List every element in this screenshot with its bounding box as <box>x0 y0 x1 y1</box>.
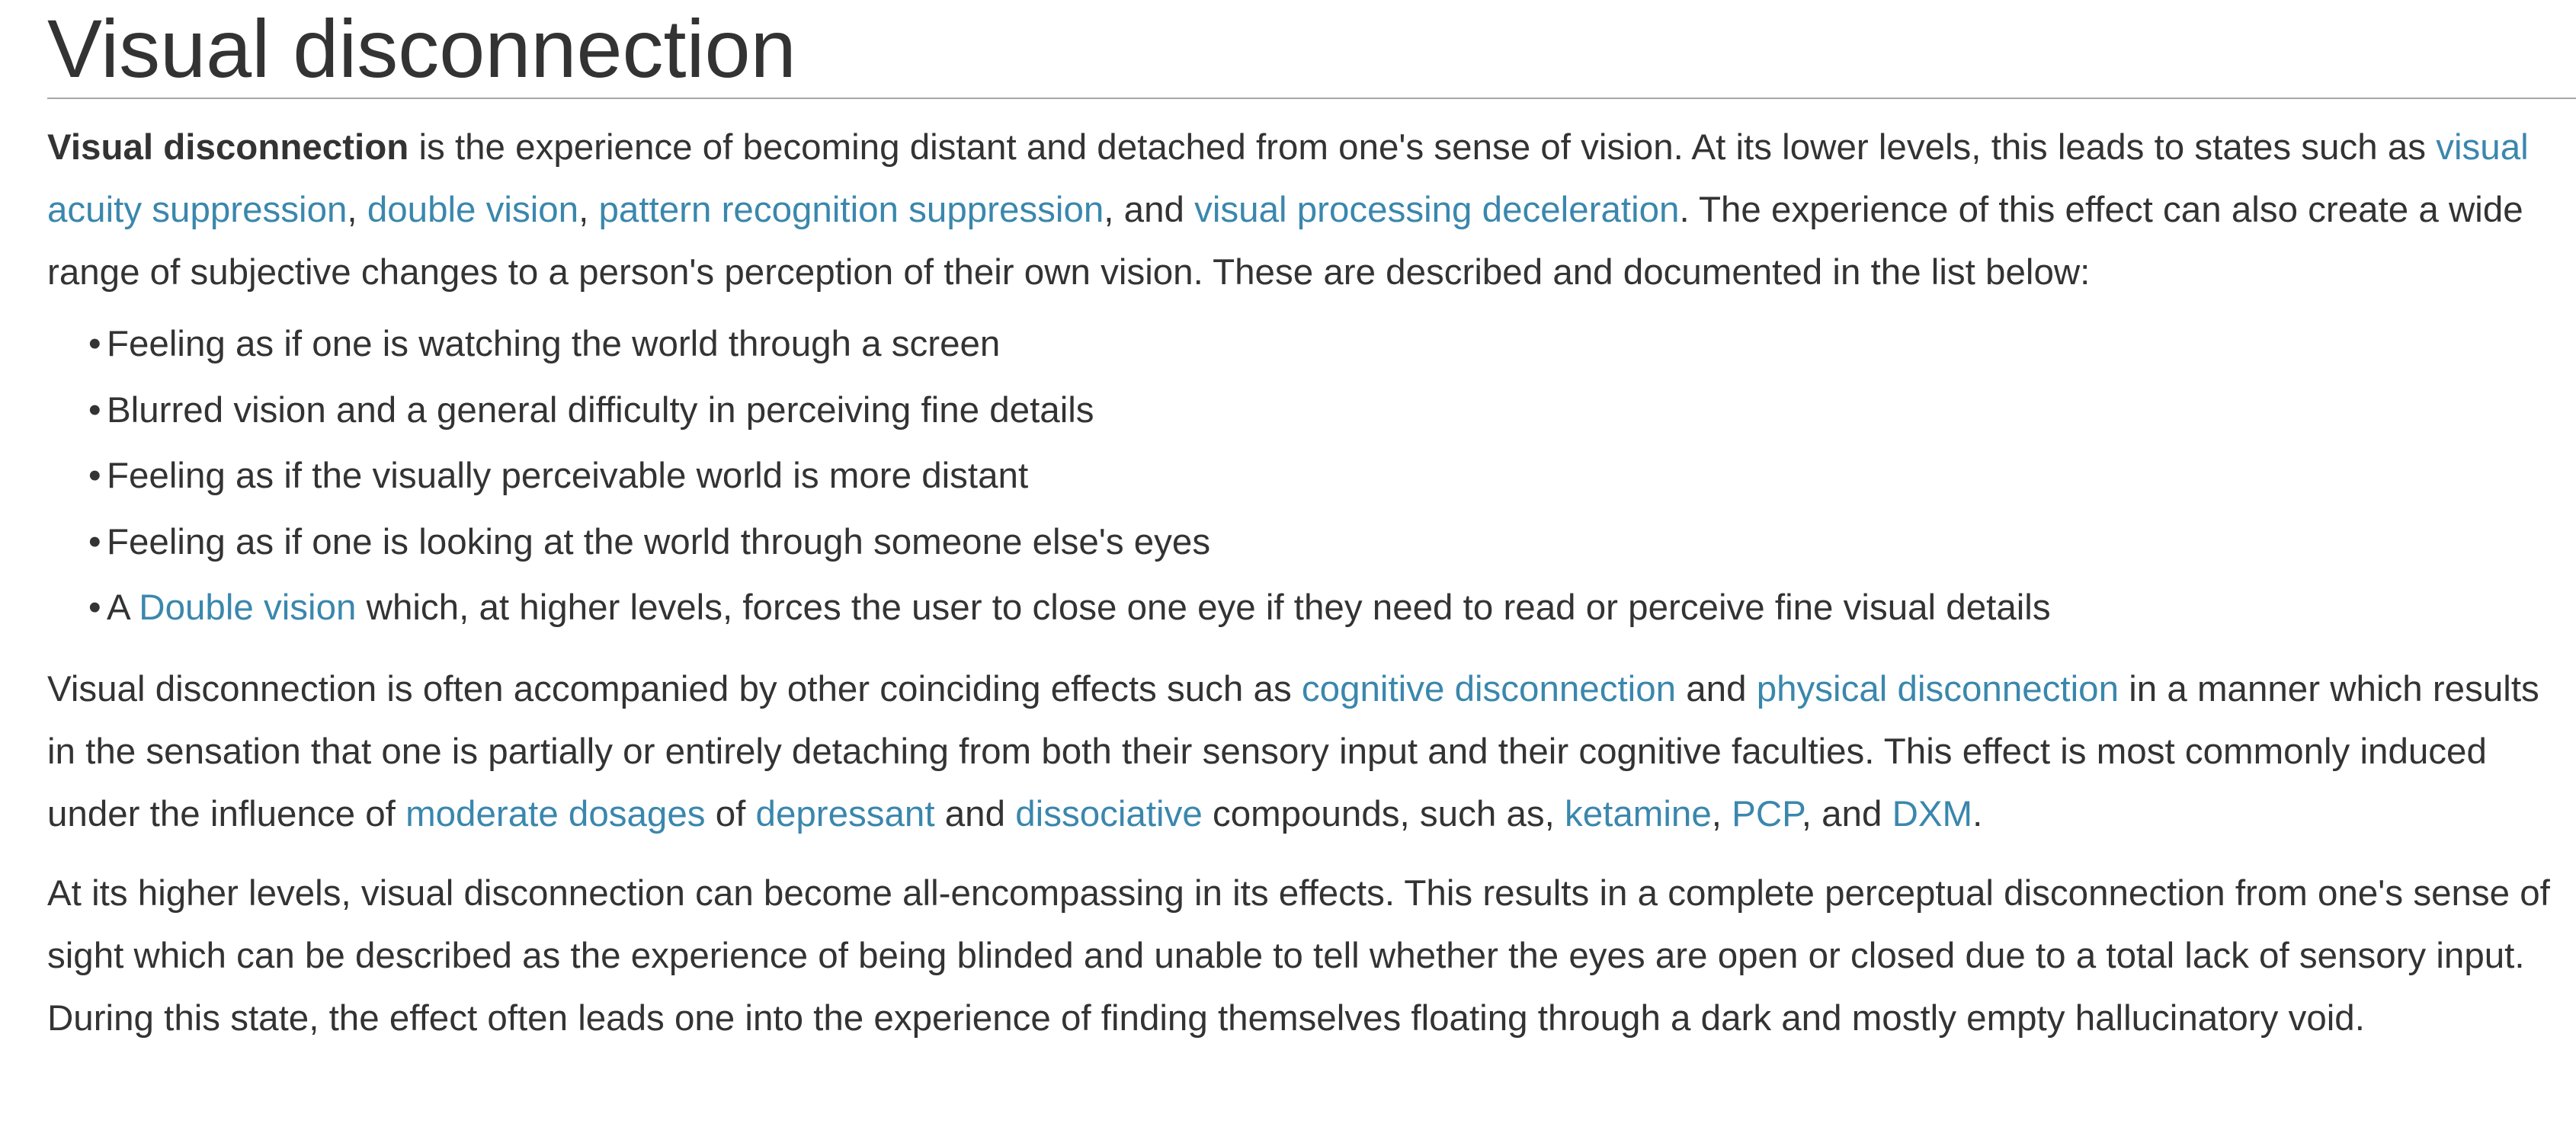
link-cognitive-disconnection[interactable]: cognitive disconnection <box>1301 668 1677 709</box>
term-bold: Visual disconnection <box>47 127 409 168</box>
intro-text-1: is the experience of becoming distant and detached from one's sense of vision. At its lower levels, this leads to states such as <box>409 127 2437 168</box>
paragraph-higher-levels: At its higher levels, visual disconnection can become all-encompassing in its effects. This results in a complete perceptual disconnection from one's sense of sight which can be described as the experience of being blinded and unable to tell whether the eyes are open or closed due to a total lack of sensory input. During this state, the effect often leads one into the experience of finding themselves floating through a dark and mostly empty hallucinatory void. <box>47 872 2550 1039</box>
para2-text-8: , and <box>1801 793 1892 834</box>
link-visual-processing-deceleration[interactable]: visual processing deceleration <box>1194 190 1680 230</box>
list-item <box>47 443 2576 510</box>
bullet-icon: • <box>88 521 101 562</box>
bullet-icon: • <box>88 587 101 628</box>
list-item <box>47 312 2576 378</box>
intro-sep-2: , <box>578 190 599 230</box>
link-pcp[interactable]: PCP <box>1732 793 1802 834</box>
bullet-icon: • <box>88 456 101 496</box>
paragraph-coinciding-effects <box>47 658 2576 846</box>
link-depressant[interactable]: depressant <box>755 793 935 834</box>
link-visual-acuity-suppression[interactable]: visual acuity suppression <box>47 127 2529 230</box>
bullet-icon: • <box>88 389 101 431</box>
link-physical-disconnection[interactable]: physical disconnection <box>1756 668 2119 709</box>
link-ketamine[interactable]: ketamine <box>1565 793 1712 834</box>
link-dissociative[interactable]: dissociative <box>1015 793 1203 834</box>
effects-list <box>47 312 2576 642</box>
page-title: Visual disconnection <box>47 0 2576 99</box>
list-item-text: Feeling as if one is looking at the world through someone else's eyes <box>107 521 1211 562</box>
link-pattern-recognition-suppression[interactable]: pattern recognition suppression <box>598 190 1104 230</box>
list-item-text: Feeling as if the visually perceivable world is more distant <box>107 456 1029 496</box>
intro-text-2: . The experience of this effect can also create a wide range of subjective changes to a person's perception of their own vision. These are described and documented in the list below: <box>47 190 2523 293</box>
para2-text-7: , <box>1711 793 1732 834</box>
intro-sep-3: , and <box>1104 190 1195 230</box>
link-double-vision[interactable]: double vision <box>367 190 579 230</box>
list-item <box>47 378 2576 444</box>
link-dxm[interactable]: DXM <box>1892 793 1973 834</box>
list-item <box>47 575 2576 642</box>
list-item-text: Blurred vision and a general difficulty in perceiving fine details <box>107 389 1094 431</box>
para2-text-3: in a manner which results in the sensation that one is partially or entirely detaching from both their sensory input and their cognitive faculties. This effect is most commonly induced under the influence of <box>47 668 2539 834</box>
para2-text-4: of <box>705 793 756 834</box>
list-item <box>47 510 2576 576</box>
para2-text-1: Visual disconnection is often accompanied by other coinciding effects such as <box>47 668 1302 709</box>
list-item-prefix: A <box>107 587 139 628</box>
intro-paragraph <box>47 117 2576 304</box>
para2-text-6: compounds, such as, <box>1202 793 1565 834</box>
para2-text-9: . <box>1972 793 1983 834</box>
link-double-vision-list[interactable]: Double vision <box>139 587 357 628</box>
list-item-text <box>88 587 2051 628</box>
bullet-icon: • <box>88 324 101 364</box>
article-content <box>47 0 2576 1050</box>
para2-text-5: and <box>934 793 1016 834</box>
list-item-text: Feeling as if one is watching the world through a screen <box>107 324 1001 364</box>
intro-sep-1: , <box>347 190 367 230</box>
list-item-suffix: which, at higher levels, forces the user to close one eye if they need to read or perceive fine visual details <box>356 587 2051 628</box>
link-moderate-dosages[interactable]: moderate dosages <box>405 793 706 834</box>
para2-text-2: and <box>1676 668 1757 709</box>
